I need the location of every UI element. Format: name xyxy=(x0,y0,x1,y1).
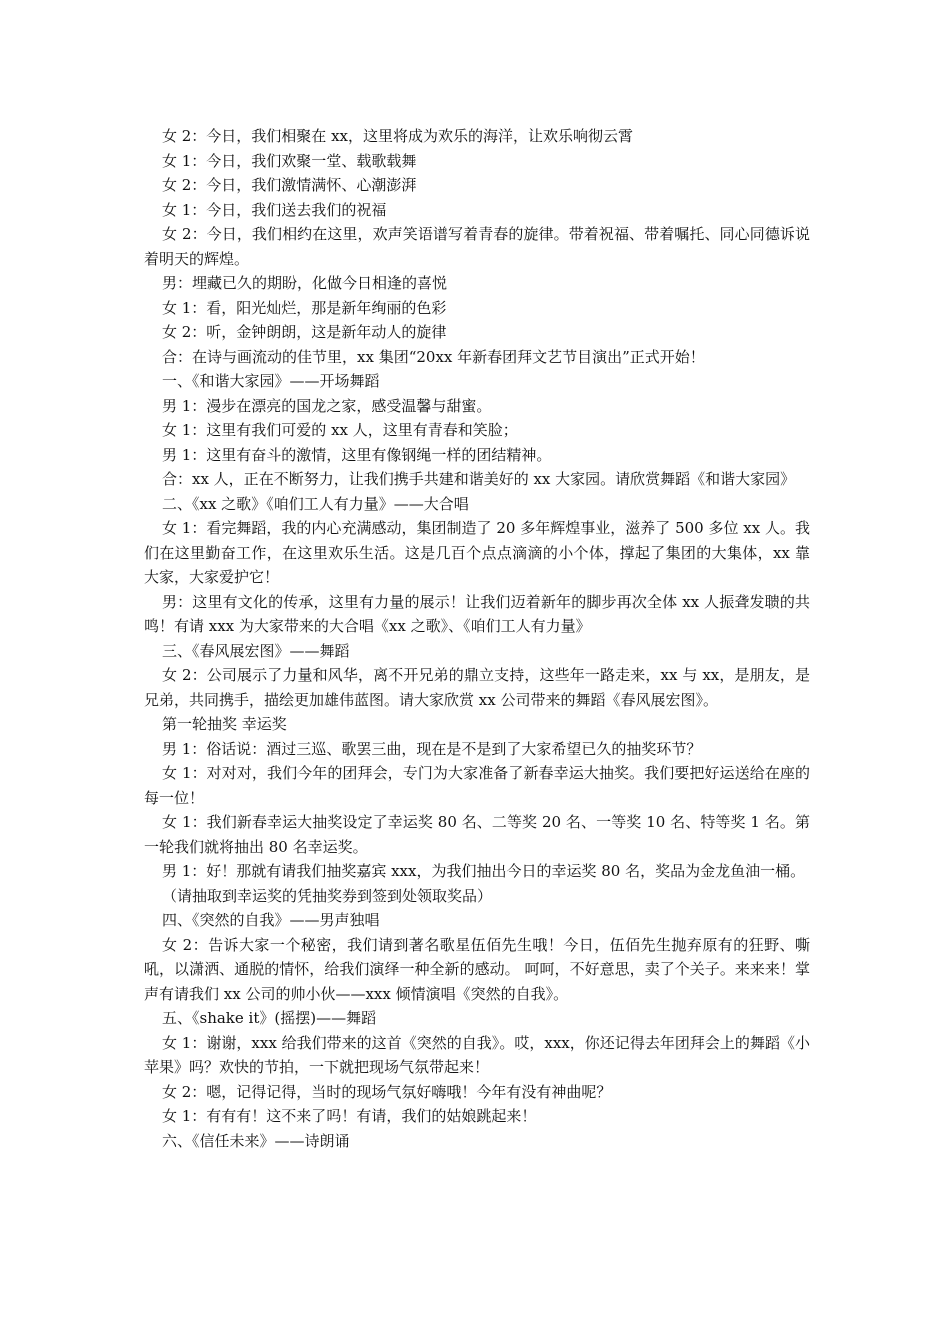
paragraph: 女 2：今日，我们激情满怀、心潮澎湃 xyxy=(162,176,417,194)
paragraph: 女 2：今日，我们相约在这里，欢声笑语谱写着青春的旋律。带着祝福、带着嘱托、同心同德诉说着明天的辉煌。 xyxy=(144,225,810,268)
paragraph: （请抽取到幸运奖的凭抽奖券到签到处领取奖品） xyxy=(162,886,493,905)
paragraph: 男 1：好！那就有请我们抽奖嘉宾 xxx，为我们抽出今日的幸运奖 80 名，奖品为金龙鱼油一桶。 xyxy=(162,862,806,880)
paragraph: 女 1：我们新春幸运大抽奖设定了幸运奖 80 名、二等奖 20 名、一等奖 10 名、特等奖 1 名。第一轮我们就将抽出 80 名幸运奖。 xyxy=(144,813,810,856)
paragraph: 女 1：今日，我们欢聚一堂、载歌载舞 xyxy=(162,151,417,170)
paragraph: 女 1：对对对，我们今年的团拜会，专门为大家准备了新春幸运大抽奖。我们要把好运送给在座的每一位！ xyxy=(144,764,810,807)
paragraph: 女 1：看，阳光灿烂，那是新年绚丽的色彩 xyxy=(162,298,447,317)
paragraph: 合：在诗与画流动的佳节里，xx 集团“20xx 年新春团拜文艺节目演出”正式开始！ xyxy=(162,347,705,366)
paragraph: 女 1：这里有我们可爱的 xx 人，这里有青春和笑脸； xyxy=(162,421,518,439)
paragraph: 女 1：看完舞蹈，我的内心充满感动，集团制造了 20 多年辉煌事业，滋养了 500 多位 xx 人。我们在这里勤奋工作，在这里欢乐生活。这是几百个点点滴滴的小个体，撑起了集团的大集体，xx 靠大家，大家爱护它！ xyxy=(144,519,810,586)
section-heading: 二、《xx 之歌》《咱们工人有力量》——大合唱 xyxy=(162,494,469,513)
section-heading: 一、《和谐大家园》——开场舞蹈 xyxy=(162,372,380,390)
section-heading: 四、《突然的自我》——男声独唱 xyxy=(162,911,380,929)
paragraph: 女 2：今日，我们相聚在 xx，这里将成为欢乐的海洋，让欢乐响彻云霄 xyxy=(162,127,634,145)
paragraph: 合：xx 人，正在不断努力，让我们携手共建和谐美好的 xx 大家园。请欣赏舞蹈《和谐大家园》 xyxy=(162,470,796,488)
paragraph: 男 1：漫步在漂亮的国龙之家，感受温馨与甜蜜。 xyxy=(162,396,492,415)
paragraph: 男：这里有文化的传承，这里有力量的展示！让我们迈着新年的脚步再次全体 xx 人振聋发聩的共鸣！有请 xxx 为大家带来的大合唱《xx 之歌》、《咱们工人有力量》 xyxy=(144,592,810,635)
paragraph: 男 1：这里有奋斗的激情，这里有像钢绳一样的团结精神。 xyxy=(162,445,552,464)
paragraph: 男 1：俗话说：酒过三巡、歌罢三曲，现在是不是到了大家希望已久的抽奖环节？ xyxy=(162,739,702,758)
paragraph: 女 2：听，金钟朗朗，这是新年动人的旋律 xyxy=(162,323,447,341)
section-heading: 六、《信任未来》——诗朗诵 xyxy=(162,1131,350,1150)
paragraph: 女 1：有有有！这不来了吗！有请，我们的姑娘跳起来！ xyxy=(162,1107,537,1125)
section-heading: 五、《shake it》(摇摆)——舞蹈 xyxy=(162,1009,377,1027)
paragraph: 男：埋藏已久的期盼，化做今日相逢的喜悦 xyxy=(162,274,448,292)
paragraph: 女 1：谢谢，xxx 给我们带来的这首《突然的自我》。哎，xxx，你还记得去年团拜会上的舞蹈《小苹果》吗？欢快的节拍，一下就把现场气氛带起来！ xyxy=(144,1033,810,1076)
paragraph: 女 2：公司展示了力量和风华，离不开兄弟的鼎立支持，这些年一路走来，xx 与 xx，是朋友，是兄弟，共同携手，描绘更加雄伟蓝图。请大家欣赏 xx 公司带来的舞蹈《春风展宏图》。 xyxy=(144,666,810,709)
document-body xyxy=(144,124,810,1153)
paragraph: 女 1：今日，我们送去我们的祝福 xyxy=(162,200,387,219)
section-heading: 三、《春风展宏图》——舞蹈 xyxy=(162,641,350,660)
section-heading: 第一轮抽奖 幸运奖 xyxy=(162,715,287,733)
paragraph: 女 2：嗯，记得记得，当时的现场气氛好嗨哦！今年有没有神曲呢？ xyxy=(162,1082,612,1101)
paragraph: 女 2：告诉大家一个秘密，我们请到著名歌星伍佰先生哦！今日，伍佰先生抛弃原有的狂野、嘶吼，以潇洒、通脱的情怀，给我们演绎一种全新的感动。 呵呵，不好意思，卖了个关子。来来来！掌声有请我们 xx 公司的帅小伙——xxx 倾情演唱《突然的自我》。 xyxy=(144,935,810,1003)
